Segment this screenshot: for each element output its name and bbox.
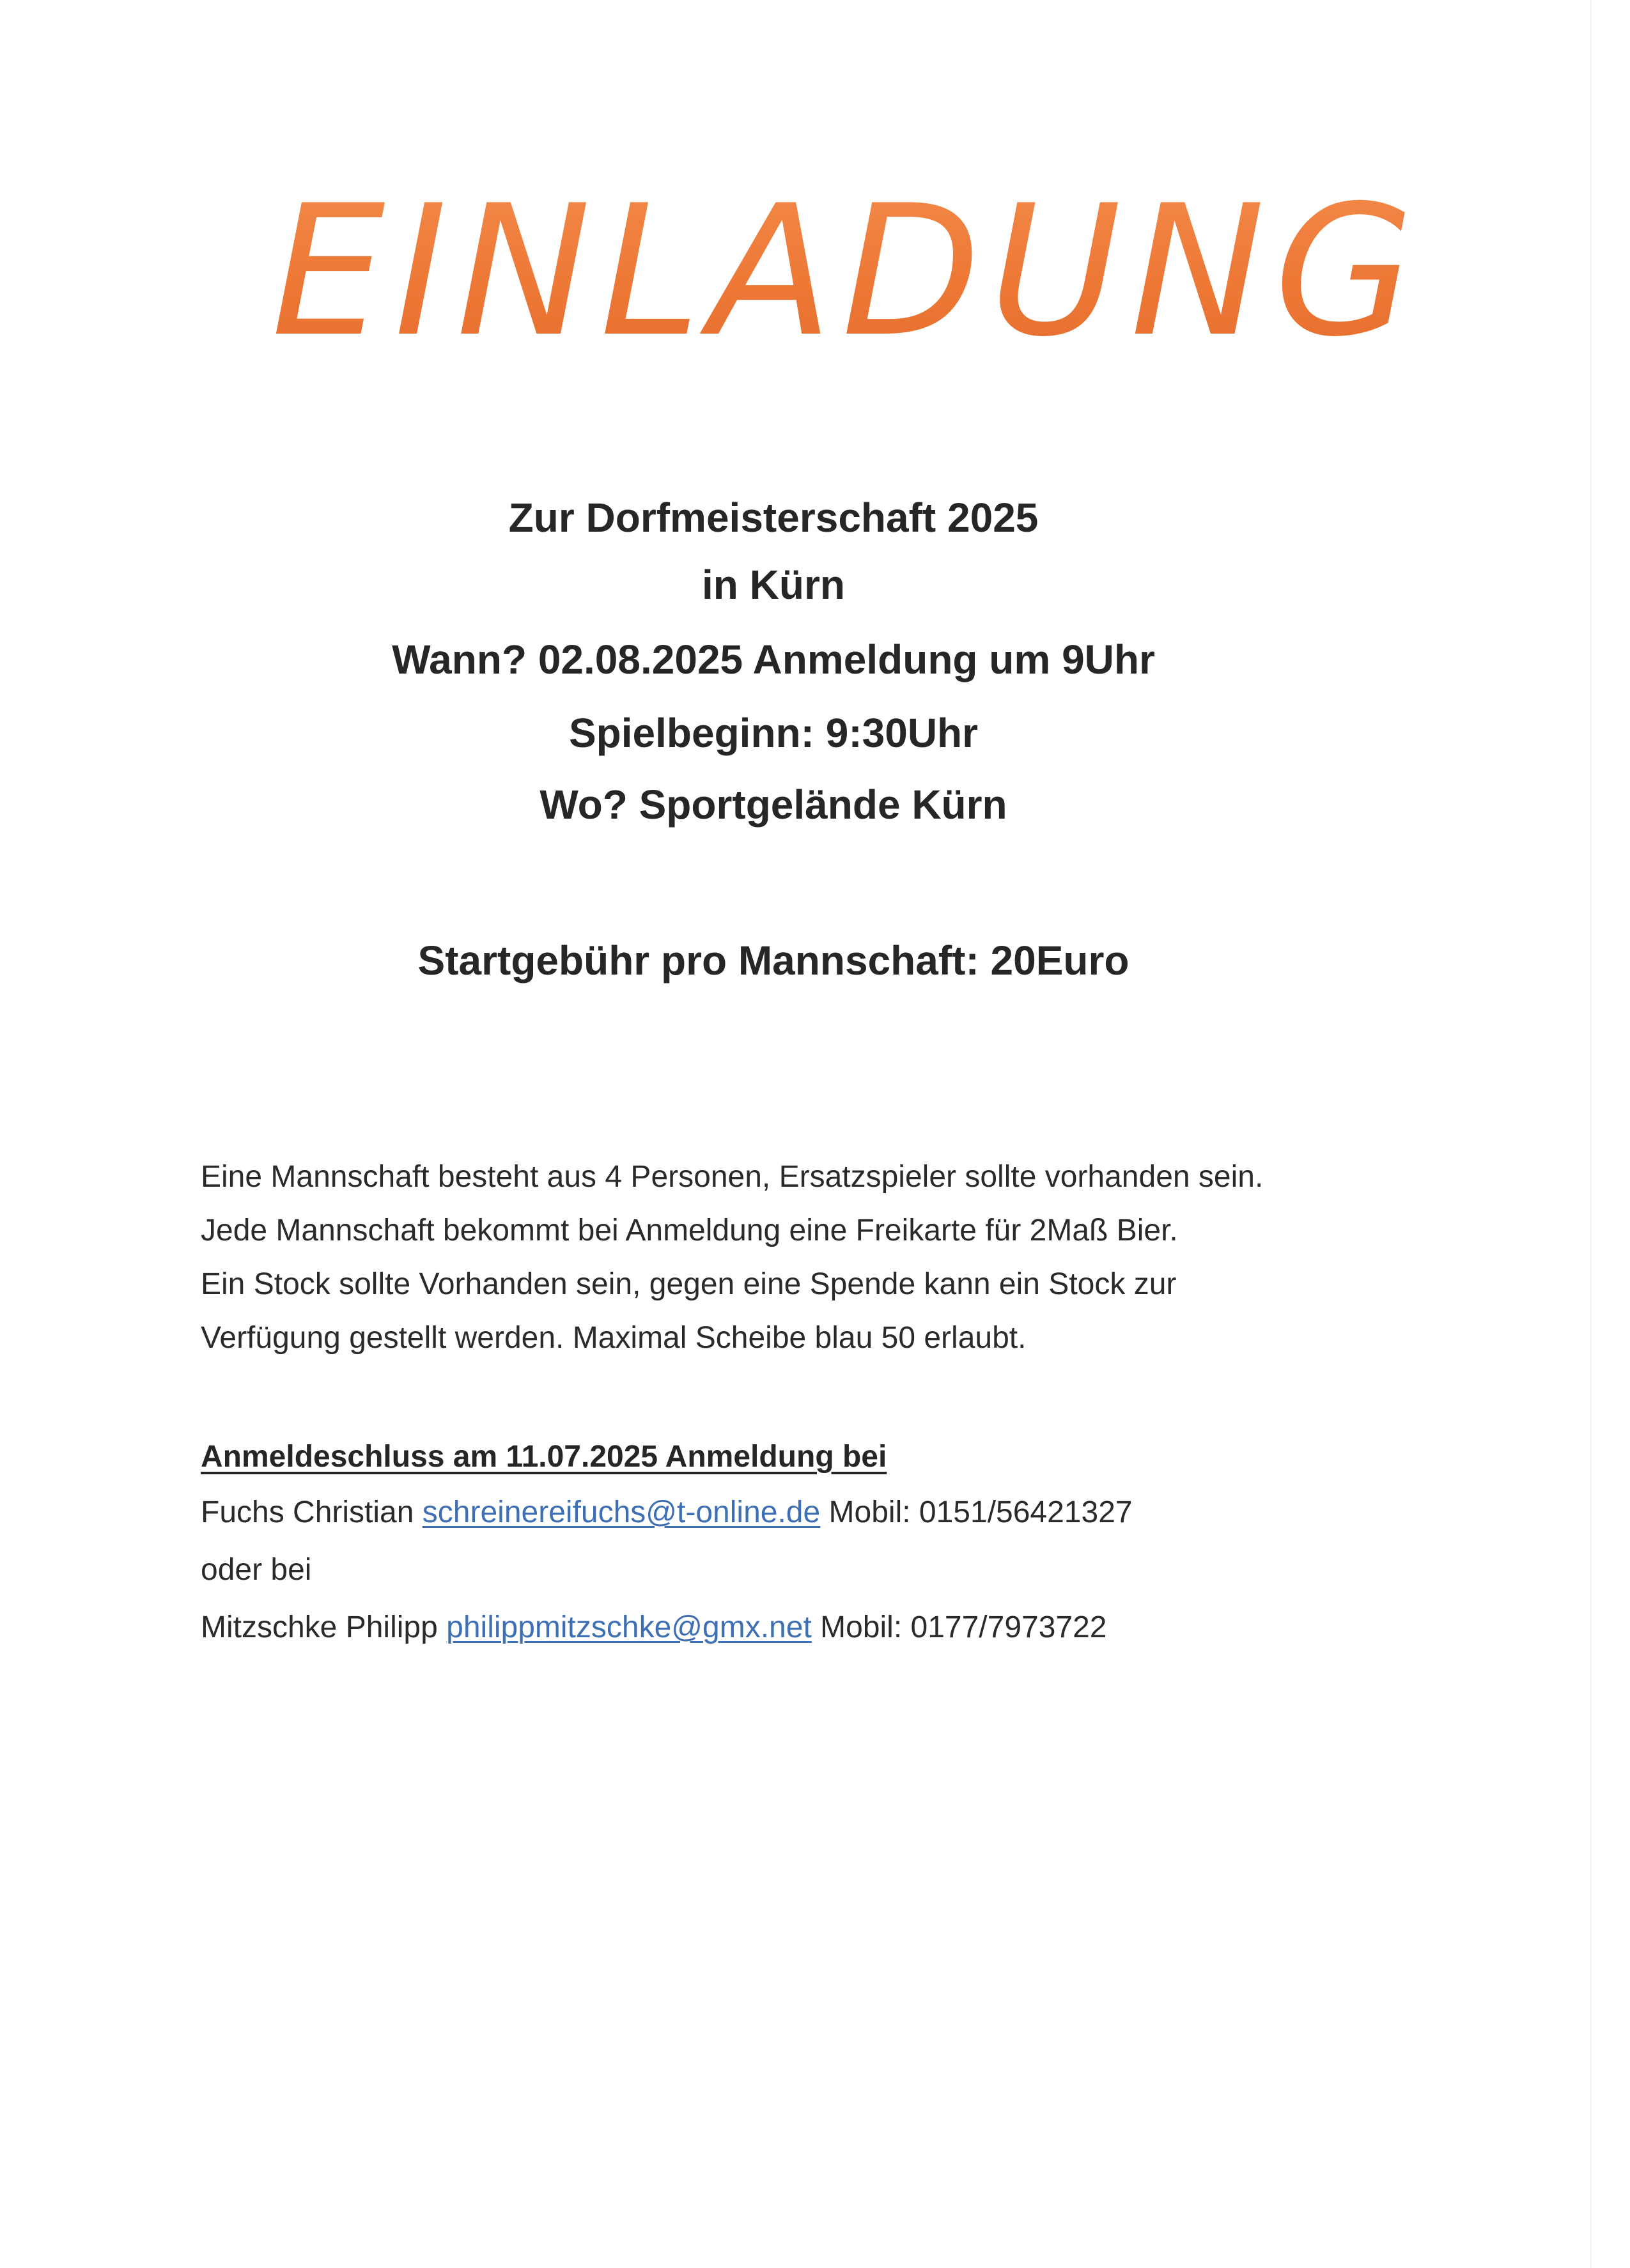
- entry-fee: Startgebühr pro Mannschaft: 20Euro: [417, 937, 1129, 984]
- event-venue: Wo? Sportgelände Kürn: [539, 782, 1007, 828]
- contact-2-name: Mitzschke Philipp: [201, 1610, 438, 1644]
- event-start-time: Spielbeginn: 9:30Uhr: [568, 710, 979, 756]
- contact-2-email-link[interactable]: philippmitzschke@gmx.net: [446, 1610, 812, 1644]
- event-location: in Kürn: [702, 562, 845, 608]
- contact-2: [201, 1599, 1479, 1656]
- contact-2-mobile: Mobil: 0177/7973722: [820, 1610, 1107, 1644]
- contact-1: [201, 1484, 1479, 1541]
- rules-line: Ein Stock sollte Vorhanden sein, gegen eine Spende kann ein Stock zur: [201, 1267, 1177, 1301]
- rules-line: Eine Mannschaft besteht aus 4 Personen, Ersatzspieler sollte vorhanden sein.: [201, 1160, 1264, 1194]
- contact-1-email-link[interactable]: schreinereifuchs@t-online.de: [422, 1495, 821, 1529]
- contact-separator: oder bei: [201, 1553, 312, 1587]
- event-name: Zur Dorfmeisterschaft 2025: [508, 495, 1039, 541]
- invitation-title: EINLADUNG: [0, 176, 1630, 367]
- event-details: [0, 486, 1547, 842]
- registration-section: [201, 1430, 1479, 1656]
- event-date: Wann? 02.08.2025 Anmeldung um 9Uhr: [392, 636, 1155, 683]
- rules-line: Verfügung gestellt werden. Maximal Scheibe blau 50 erlaubt.: [201, 1321, 1027, 1355]
- contact-1-name: Fuchs Christian: [201, 1495, 414, 1529]
- rules-paragraph: [201, 1150, 1479, 1365]
- rules-line: Jede Mannschaft bekommt bei Anmeldung eine Freikarte für 2Maß Bier.: [201, 1214, 1178, 1247]
- contact-1-mobile: Mobil: 0151/56421327: [828, 1495, 1133, 1529]
- registration-deadline: Anmeldeschluss am 11.07.2025 Anmeldung bei: [201, 1440, 887, 1474]
